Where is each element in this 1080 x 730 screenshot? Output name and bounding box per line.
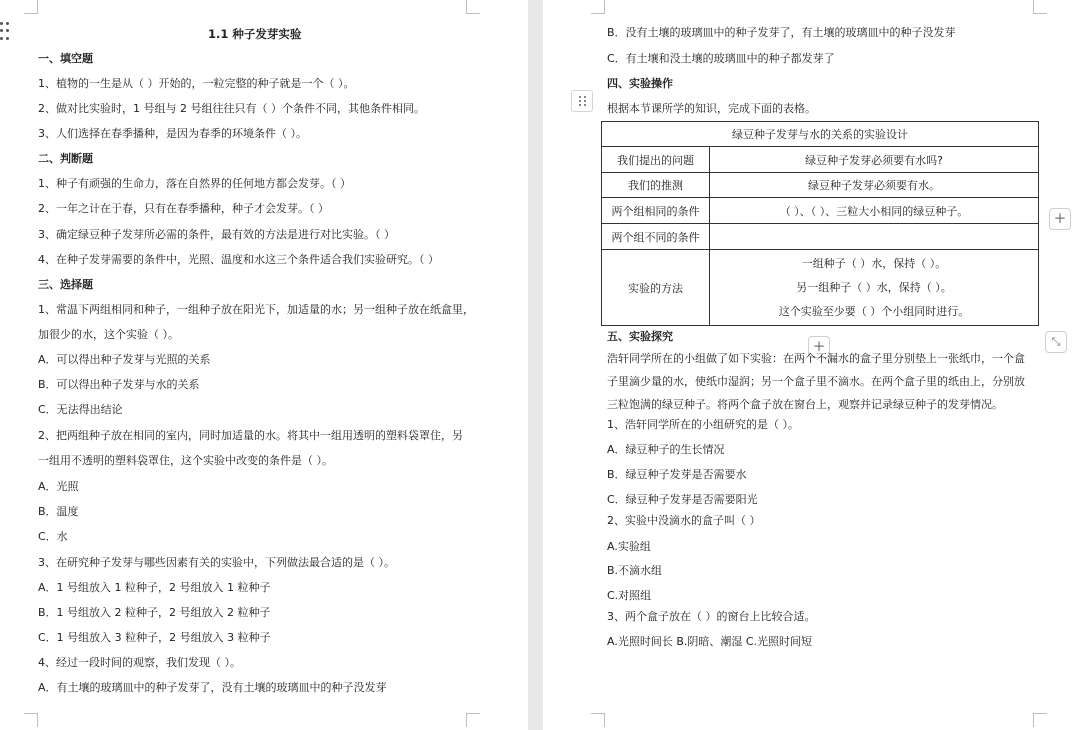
text-line: C．无法得出结论 bbox=[38, 403, 123, 416]
page-margin-corner bbox=[591, 0, 605, 14]
add-row-button[interactable]: + bbox=[808, 336, 830, 358]
text-line: A.实验组 bbox=[607, 540, 651, 553]
text-line: B．没有土壤的玻璃皿中的种子发芽了，有土壤的玻璃皿中的种子没发芽 bbox=[607, 26, 956, 39]
text-line: 1、种子有顽强的生命力，落在自然界的任何地方都会发芽。（ ） bbox=[38, 177, 351, 190]
page-margin-corner bbox=[24, 0, 38, 14]
table-cell-label[interactable]: 实验的方法 bbox=[602, 250, 710, 326]
text-line: 2、做对比实验时，1 号组与 2 号组往往只有（ ）个条件不同，其他条件相同。 bbox=[38, 102, 425, 115]
text-line: 2、实验中没滴水的盒子叫（ ） bbox=[607, 514, 761, 527]
table-cell-label[interactable]: 我们提出的问题 bbox=[602, 147, 710, 173]
text-line: 一、填空题 bbox=[38, 52, 93, 65]
text-line: B．可以得出种子发芽与水的关系 bbox=[38, 378, 200, 391]
text-line: B．绿豆种子发芽是否需要水 bbox=[607, 468, 747, 481]
text-line: A.光照时间长 B.阴暗、潮湿 C.光照时间短 bbox=[607, 635, 813, 648]
table-cell-method[interactable] bbox=[710, 250, 1039, 326]
page-margin-corner bbox=[1033, 713, 1047, 727]
page-margin-corner bbox=[466, 0, 480, 14]
page-margin-corner bbox=[466, 713, 480, 727]
text-line: C．绿豆种子发芽是否需要阳光 bbox=[607, 493, 758, 506]
text-line: 4、在种子发芽需要的条件中，光照、温度和水这三个条件适合我们实验研究。（ ） bbox=[38, 253, 439, 266]
add-column-button[interactable]: + bbox=[1049, 208, 1071, 230]
text-line: 1、常温下两组相同和种子，一组种子放在阳光下，加适量的水；另一组种子放在纸盒里， bbox=[38, 303, 474, 316]
text-line: 3、确定绿豆种子发芽所必需的条件，最有效的方法是进行对比实验。（ ） bbox=[38, 228, 395, 241]
text-line: 3、在研究种子发芽与哪些因素有关的实验中，下列做法最合适的是（ ）。 bbox=[38, 556, 395, 569]
table-cell-value[interactable] bbox=[710, 224, 1039, 250]
table-cell-label[interactable]: 两个组不同的条件 bbox=[602, 224, 710, 250]
table-cell-label[interactable]: 两个组相同的条件 bbox=[602, 198, 710, 224]
text-line: 1、植物的一生是从（ ）开始的，一粒完整的种子就是一个（ ）。 bbox=[38, 77, 355, 90]
text-line: 五、实验探究 bbox=[607, 330, 673, 343]
text-line: 4、经过一段时间的观察，我们发现（ ）。 bbox=[38, 656, 241, 669]
document-title: 1.1 种子发芽实验 bbox=[208, 27, 302, 41]
text-line: A．可以得出种子发芽与光照的关系 bbox=[38, 353, 211, 366]
text-line: C．水 bbox=[38, 530, 68, 543]
method-line: 这个实验至少要（ ）个小组同时进行。 bbox=[778, 304, 970, 318]
text-line: 3、两个盒子放在（ ）的窗台上比较合适。 bbox=[607, 610, 816, 623]
page-margin-corner bbox=[591, 713, 605, 727]
text-line: C.对照组 bbox=[607, 589, 652, 602]
table-cell-label[interactable]: 我们的推测 bbox=[602, 173, 710, 198]
text-line: B．温度 bbox=[38, 505, 79, 518]
text-line: 3、人们选择在春季播种，是因为春季的环境条件（ ）。 bbox=[38, 127, 307, 140]
text-line: C．1 号组放入 3 粒种子，2 号组放入 3 粒种子 bbox=[38, 631, 271, 644]
text-line: A．1 号组放入 1 粒种子，2 号组放入 1 粒种子 bbox=[38, 581, 271, 594]
table-cell-value[interactable]: （ ）、（ ）、三粒大小相同的绿豆种子。 bbox=[710, 198, 1039, 224]
text-line: 三、选择题 bbox=[38, 278, 93, 291]
text-line: 三粒饱满的绿豆种子。将两个盒子放在窗台上，观察并记录绿豆种子的发芽情况。 bbox=[607, 398, 1003, 411]
text-line: C．有土壤和没土壤的玻璃皿中的种子都发芽了 bbox=[607, 52, 835, 65]
page-margin-corner bbox=[24, 713, 38, 727]
text-line: B.不滴水组 bbox=[607, 564, 663, 577]
block-drag-handle-icon[interactable] bbox=[0, 22, 10, 42]
text-line: 子里滴少量的水，使纸巾湿润；另一个盒子里不滴水。在两个盒子里的纸由上，分别放 bbox=[607, 375, 1025, 388]
text-line: 浩轩同学所在的小组做了如下实验：在两个不漏水的盒子里分别垫上一张纸巾，一个盒 bbox=[607, 352, 1025, 365]
table-header-cell[interactable]: 绿豆种子发芽与水的关系的实验设计 bbox=[602, 122, 1039, 147]
text-line: 根据本节课所学的知识，完成下面的表格。 bbox=[607, 102, 816, 115]
table-cell-value[interactable]: 绿豆种子发芽必须要有水吗? bbox=[710, 147, 1039, 173]
text-line: B．1 号组放入 2 粒种子，2 号组放入 2 粒种子 bbox=[38, 606, 271, 619]
text-line: 四、实验操作 bbox=[607, 77, 673, 90]
method-line: 另一组种子（ ）水，保持（ ）。 bbox=[796, 280, 952, 294]
text-line: 2、一年之计在于春，只有在春季播种，种子才会发芽。（ ） bbox=[38, 202, 329, 215]
experiment-design-table bbox=[601, 121, 1039, 326]
expand-table-icon[interactable]: ⤡ bbox=[1045, 331, 1067, 353]
text-line: 一组用不透明的塑料袋罩住，这个实验中改变的条件是（ ）。 bbox=[38, 454, 333, 467]
method-line: 一组种子（ ）水，保持（ ）。 bbox=[801, 256, 947, 270]
text-line: 加很少的水，这个实验（ ）。 bbox=[38, 328, 179, 341]
text-line: A．有土壤的玻璃皿中的种子发芽了，没有土壤的玻璃皿中的种子没发芽 bbox=[38, 681, 387, 694]
text-line: 1、浩轩同学所在的小组研究的是（ ）。 bbox=[607, 418, 799, 431]
table-cell-value[interactable]: 绿豆种子发芽必须要有水。 bbox=[710, 173, 1039, 198]
page-margin-corner bbox=[1033, 0, 1047, 14]
text-line: A．绿豆种子的生长情况 bbox=[607, 443, 725, 456]
text-line: 2、把两组种子放在相同的室内，同时加适量的水。将其中一组用透明的塑料袋罩住，另 bbox=[38, 429, 463, 442]
document-page-left bbox=[0, 0, 528, 730]
table-drag-handle-icon[interactable] bbox=[571, 90, 593, 112]
text-line: 二、判断题 bbox=[38, 152, 93, 165]
text-line: A．光照 bbox=[38, 480, 79, 493]
